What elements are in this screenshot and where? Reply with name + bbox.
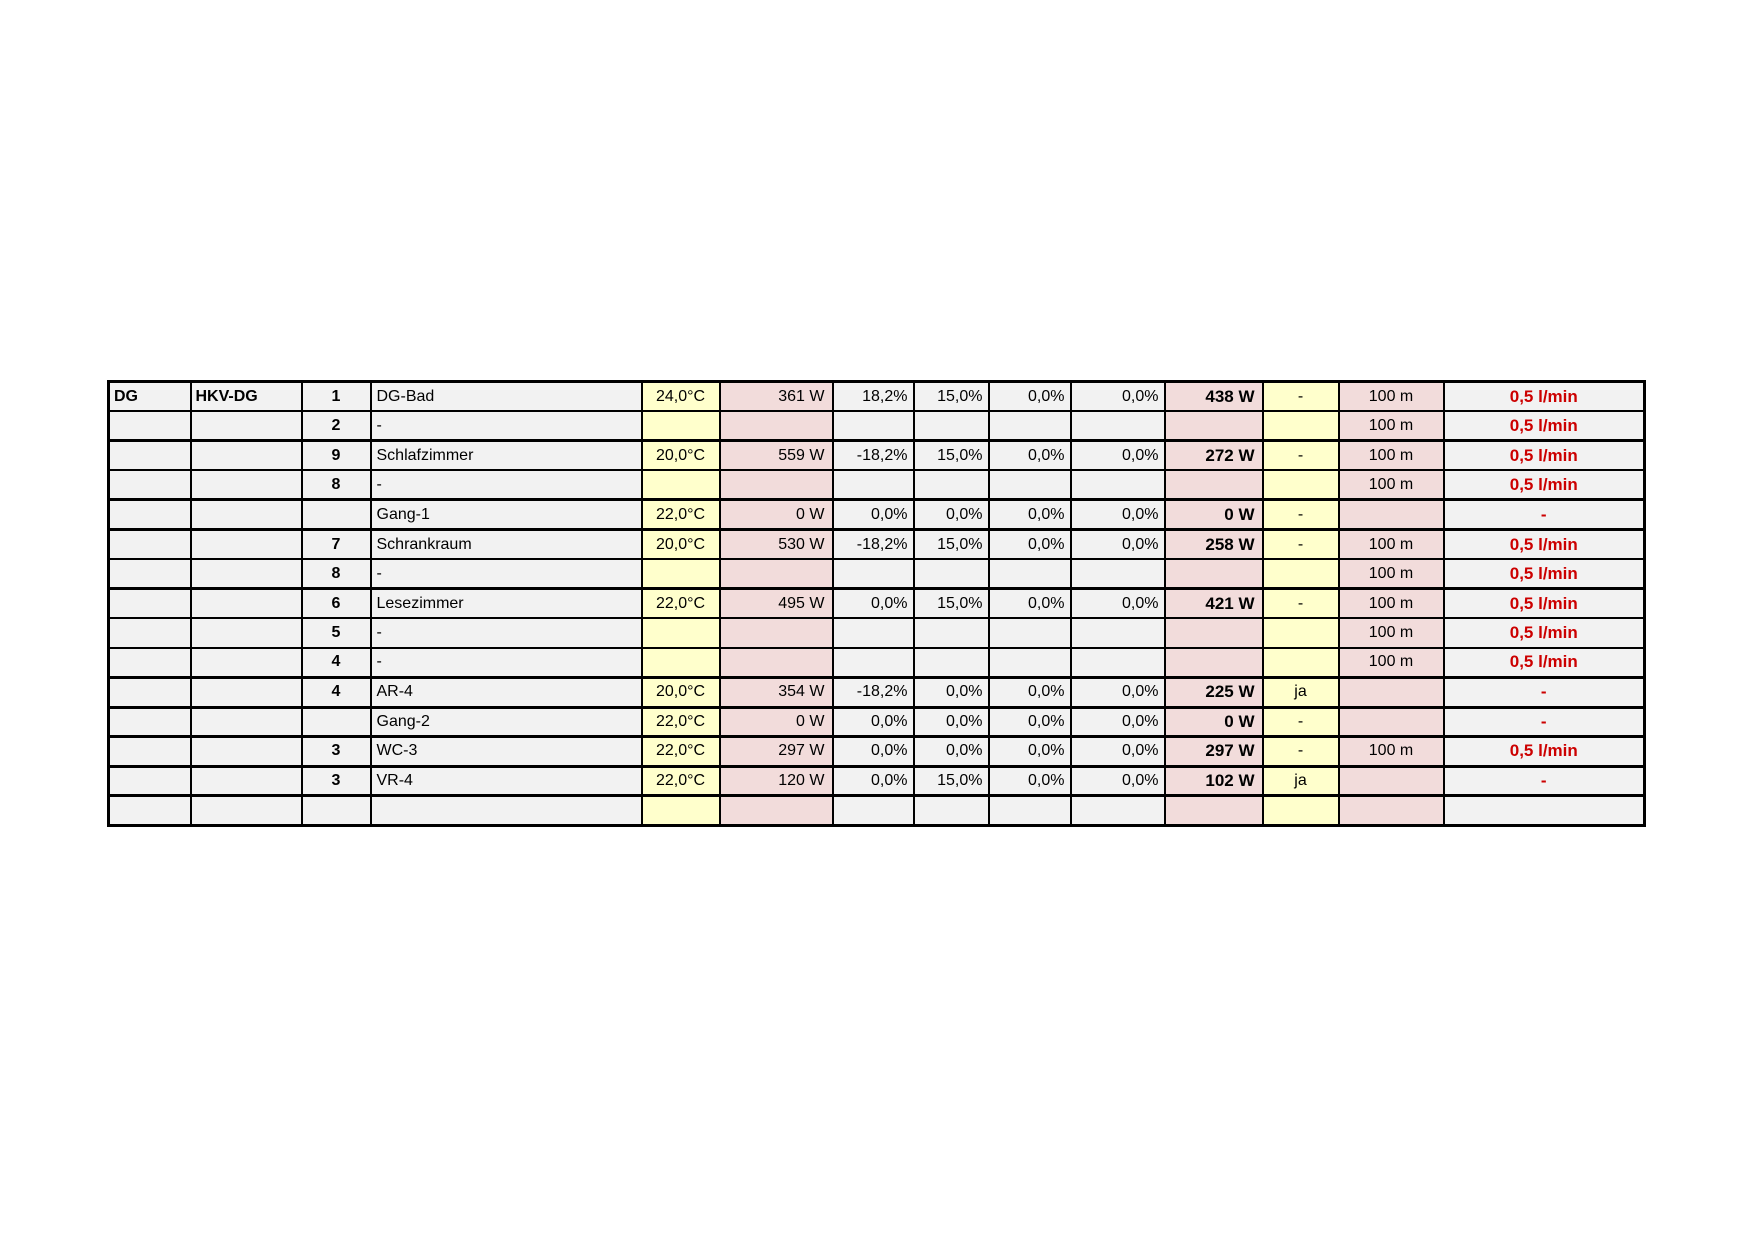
cell-pipe-length: 100 m: [1339, 470, 1444, 500]
cell-percent-2: 15,0%: [914, 441, 989, 471]
cell-floor-label: DG: [109, 382, 191, 412]
cell-room-name: VR-4: [371, 766, 642, 796]
cell-floor-label: [109, 441, 191, 471]
cell-percent-2: [914, 470, 989, 500]
cell-heat-load: [720, 796, 833, 826]
cell-percent-2: 0,0%: [914, 737, 989, 767]
cell-percent-1: 0,0%: [833, 766, 914, 796]
cell-pipe-length: 100 m: [1339, 618, 1444, 648]
cell-percent-3: [989, 618, 1071, 648]
cell-flow-rate: 0,5 l/min: [1444, 529, 1645, 559]
cell-pipe-length: 100 m: [1339, 648, 1444, 678]
cell-percent-2: 15,0%: [914, 766, 989, 796]
cell-room-name: -: [371, 411, 642, 441]
cell-circuit-number: 1: [302, 382, 371, 412]
cell-room-temperature: [642, 411, 720, 441]
cell-output-power: [1165, 796, 1263, 826]
cell-percent-4: 0,0%: [1071, 382, 1165, 412]
table-row: [109, 796, 1645, 826]
cell-flow-rate: 0,5 l/min: [1444, 470, 1645, 500]
cell-room-name: -: [371, 618, 642, 648]
cell-flag: [1263, 411, 1339, 441]
cell-heat-load: [720, 618, 833, 648]
cell-distributor-label: HKV-DG: [191, 382, 302, 412]
cell-room-name: Schlafzimmer: [371, 441, 642, 471]
cell-distributor-label: [191, 766, 302, 796]
table-row: [109, 470, 1645, 500]
cell-flag: -: [1263, 382, 1339, 412]
cell-flag: -: [1263, 707, 1339, 737]
table-body: [109, 382, 1645, 826]
cell-output-power: [1165, 648, 1263, 678]
cell-percent-1: [833, 411, 914, 441]
cell-circuit-number: 4: [302, 677, 371, 707]
cell-percent-1: [833, 618, 914, 648]
cell-circuit-number: 8: [302, 559, 371, 589]
cell-floor-label: [109, 500, 191, 530]
cell-percent-3: [989, 470, 1071, 500]
cell-flag: -: [1263, 589, 1339, 619]
cell-floor-label: [109, 737, 191, 767]
cell-pipe-length: [1339, 796, 1444, 826]
cell-flow-rate: 0,5 l/min: [1444, 411, 1645, 441]
cell-percent-1: [833, 796, 914, 826]
cell-percent-2: [914, 618, 989, 648]
cell-distributor-label: [191, 589, 302, 619]
cell-flag: ja: [1263, 677, 1339, 707]
cell-room-temperature: 22,0°C: [642, 500, 720, 530]
cell-room-temperature: 22,0°C: [642, 707, 720, 737]
cell-distributor-label: [191, 707, 302, 737]
cell-pipe-length: 100 m: [1339, 589, 1444, 619]
cell-output-power: 102 W: [1165, 766, 1263, 796]
table-row: [109, 648, 1645, 678]
table-row: [109, 677, 1645, 707]
cell-percent-4: [1071, 411, 1165, 441]
table-row: [109, 559, 1645, 589]
cell-distributor-label: [191, 677, 302, 707]
cell-flag: -: [1263, 529, 1339, 559]
cell-circuit-number: [302, 500, 371, 530]
cell-percent-2: 15,0%: [914, 589, 989, 619]
cell-flag: -: [1263, 737, 1339, 767]
cell-flow-rate: -: [1444, 677, 1645, 707]
cell-percent-1: [833, 470, 914, 500]
cell-room-temperature: [642, 648, 720, 678]
cell-room-temperature: 22,0°C: [642, 589, 720, 619]
heating-distributor-table: [107, 380, 1646, 827]
cell-percent-3: 0,0%: [989, 529, 1071, 559]
cell-percent-1: -18,2%: [833, 529, 914, 559]
cell-circuit-number: 3: [302, 766, 371, 796]
cell-room-temperature: 20,0°C: [642, 529, 720, 559]
cell-pipe-length: [1339, 766, 1444, 796]
cell-floor-label: [109, 559, 191, 589]
cell-percent-4: 0,0%: [1071, 589, 1165, 619]
cell-heat-load: [720, 470, 833, 500]
cell-pipe-length: 100 m: [1339, 382, 1444, 412]
cell-percent-1: 0,0%: [833, 707, 914, 737]
cell-percent-2: 0,0%: [914, 677, 989, 707]
cell-flow-rate: 0,5 l/min: [1444, 737, 1645, 767]
cell-percent-1: 18,2%: [833, 382, 914, 412]
cell-heat-load: 530 W: [720, 529, 833, 559]
cell-flow-rate: 0,5 l/min: [1444, 382, 1645, 412]
cell-floor-label: [109, 796, 191, 826]
cell-flag: ja: [1263, 766, 1339, 796]
cell-percent-1: [833, 648, 914, 678]
cell-distributor-label: [191, 737, 302, 767]
cell-heat-load: [720, 411, 833, 441]
table-row: [109, 737, 1645, 767]
cell-percent-2: [914, 796, 989, 826]
cell-floor-label: [109, 411, 191, 441]
cell-percent-4: 0,0%: [1071, 766, 1165, 796]
cell-room-name: Lesezimmer: [371, 589, 642, 619]
cell-floor-label: [109, 648, 191, 678]
cell-percent-4: 0,0%: [1071, 529, 1165, 559]
cell-percent-3: 0,0%: [989, 707, 1071, 737]
table-row: [109, 766, 1645, 796]
cell-pipe-length: [1339, 707, 1444, 737]
cell-circuit-number: 6: [302, 589, 371, 619]
table-row: [109, 441, 1645, 471]
cell-flag: [1263, 648, 1339, 678]
cell-floor-label: [109, 470, 191, 500]
cell-circuit-number: [302, 707, 371, 737]
cell-pipe-length: 100 m: [1339, 441, 1444, 471]
cell-percent-3: 0,0%: [989, 677, 1071, 707]
cell-heat-load: [720, 559, 833, 589]
table-row: [109, 618, 1645, 648]
cell-percent-4: [1071, 796, 1165, 826]
cell-circuit-number: 4: [302, 648, 371, 678]
cell-percent-3: 0,0%: [989, 500, 1071, 530]
cell-pipe-length: 100 m: [1339, 737, 1444, 767]
cell-percent-4: [1071, 470, 1165, 500]
cell-percent-3: [989, 559, 1071, 589]
cell-circuit-number: [302, 796, 371, 826]
cell-flow-rate: -: [1444, 707, 1645, 737]
cell-flow-rate: 0,5 l/min: [1444, 648, 1645, 678]
cell-heat-load: 559 W: [720, 441, 833, 471]
table-row: [109, 500, 1645, 530]
cell-flow-rate: -: [1444, 766, 1645, 796]
cell-percent-2: 15,0%: [914, 529, 989, 559]
cell-percent-3: 0,0%: [989, 382, 1071, 412]
cell-output-power: [1165, 559, 1263, 589]
cell-heat-load: 495 W: [720, 589, 833, 619]
cell-percent-2: [914, 411, 989, 441]
cell-percent-4: 0,0%: [1071, 707, 1165, 737]
cell-output-power: [1165, 618, 1263, 648]
cell-circuit-number: 7: [302, 529, 371, 559]
cell-distributor-label: [191, 618, 302, 648]
cell-room-temperature: [642, 618, 720, 648]
cell-percent-3: [989, 411, 1071, 441]
cell-flow-rate: 0,5 l/min: [1444, 441, 1645, 471]
cell-percent-1: 0,0%: [833, 737, 914, 767]
cell-pipe-length: 100 m: [1339, 411, 1444, 441]
cell-distributor-label: [191, 470, 302, 500]
cell-room-temperature: [642, 470, 720, 500]
cell-floor-label: [109, 529, 191, 559]
cell-output-power: 438 W: [1165, 382, 1263, 412]
cell-output-power: [1165, 470, 1263, 500]
cell-percent-3: [989, 796, 1071, 826]
cell-flag: [1263, 470, 1339, 500]
cell-distributor-label: [191, 500, 302, 530]
cell-output-power: 421 W: [1165, 589, 1263, 619]
cell-flow-rate: -: [1444, 500, 1645, 530]
cell-flow-rate: [1444, 796, 1645, 826]
cell-output-power: 297 W: [1165, 737, 1263, 767]
cell-output-power: [1165, 411, 1263, 441]
cell-percent-3: [989, 648, 1071, 678]
cell-percent-2: [914, 648, 989, 678]
table-row: [109, 707, 1645, 737]
cell-percent-4: [1071, 559, 1165, 589]
cell-percent-4: 0,0%: [1071, 737, 1165, 767]
cell-room-name: -: [371, 648, 642, 678]
cell-room-temperature: 22,0°C: [642, 737, 720, 767]
cell-percent-1: [833, 559, 914, 589]
cell-flag: [1263, 618, 1339, 648]
cell-percent-3: 0,0%: [989, 589, 1071, 619]
cell-percent-4: [1071, 648, 1165, 678]
cell-percent-3: 0,0%: [989, 737, 1071, 767]
cell-room-temperature: 22,0°C: [642, 766, 720, 796]
cell-circuit-number: 9: [302, 441, 371, 471]
cell-heat-load: 354 W: [720, 677, 833, 707]
cell-percent-3: 0,0%: [989, 766, 1071, 796]
cell-percent-1: -18,2%: [833, 677, 914, 707]
cell-heat-load: 120 W: [720, 766, 833, 796]
cell-percent-2: 0,0%: [914, 707, 989, 737]
cell-circuit-number: 2: [302, 411, 371, 441]
cell-percent-1: 0,0%: [833, 589, 914, 619]
cell-distributor-label: [191, 411, 302, 441]
cell-distributor-label: [191, 648, 302, 678]
cell-floor-label: [109, 766, 191, 796]
cell-heat-load: 0 W: [720, 707, 833, 737]
cell-heat-load: [720, 648, 833, 678]
cell-distributor-label: [191, 529, 302, 559]
heating-distributor-table-wrap: [107, 380, 1646, 827]
cell-circuit-number: 5: [302, 618, 371, 648]
cell-percent-4: 0,0%: [1071, 677, 1165, 707]
cell-percent-2: 15,0%: [914, 382, 989, 412]
cell-heat-load: 361 W: [720, 382, 833, 412]
cell-flag: [1263, 559, 1339, 589]
cell-distributor-label: [191, 559, 302, 589]
cell-pipe-length: [1339, 500, 1444, 530]
table-row: [109, 382, 1645, 412]
cell-percent-3: 0,0%: [989, 441, 1071, 471]
cell-room-name: Gang-2: [371, 707, 642, 737]
cell-floor-label: [109, 589, 191, 619]
cell-output-power: 0 W: [1165, 707, 1263, 737]
cell-room-name: -: [371, 470, 642, 500]
cell-output-power: 258 W: [1165, 529, 1263, 559]
cell-room-name: Gang-1: [371, 500, 642, 530]
cell-percent-4: 0,0%: [1071, 441, 1165, 471]
cell-percent-4: 0,0%: [1071, 500, 1165, 530]
cell-room-name: AR-4: [371, 677, 642, 707]
table-row: [109, 529, 1645, 559]
cell-percent-2: [914, 559, 989, 589]
cell-heat-load: 297 W: [720, 737, 833, 767]
cell-distributor-label: [191, 796, 302, 826]
cell-floor-label: [109, 707, 191, 737]
cell-flow-rate: 0,5 l/min: [1444, 559, 1645, 589]
cell-room-temperature: 20,0°C: [642, 677, 720, 707]
cell-percent-2: 0,0%: [914, 500, 989, 530]
cell-flag: [1263, 796, 1339, 826]
table-row: [109, 589, 1645, 619]
cell-percent-1: 0,0%: [833, 500, 914, 530]
cell-room-name: WC-3: [371, 737, 642, 767]
cell-flag: -: [1263, 441, 1339, 471]
cell-floor-label: [109, 618, 191, 648]
cell-room-temperature: [642, 559, 720, 589]
cell-heat-load: 0 W: [720, 500, 833, 530]
cell-flow-rate: 0,5 l/min: [1444, 618, 1645, 648]
cell-room-temperature: 24,0°C: [642, 382, 720, 412]
cell-floor-label: [109, 677, 191, 707]
cell-output-power: 225 W: [1165, 677, 1263, 707]
cell-room-temperature: 20,0°C: [642, 441, 720, 471]
cell-percent-4: [1071, 618, 1165, 648]
cell-pipe-length: 100 m: [1339, 559, 1444, 589]
cell-flow-rate: 0,5 l/min: [1444, 589, 1645, 619]
cell-output-power: 0 W: [1165, 500, 1263, 530]
cell-circuit-number: 8: [302, 470, 371, 500]
cell-room-name: -: [371, 559, 642, 589]
table-row: [109, 411, 1645, 441]
cell-room-temperature: [642, 796, 720, 826]
cell-pipe-length: 100 m: [1339, 529, 1444, 559]
cell-flag: -: [1263, 500, 1339, 530]
cell-room-name: [371, 796, 642, 826]
cell-room-name: Schrankraum: [371, 529, 642, 559]
cell-pipe-length: [1339, 677, 1444, 707]
cell-circuit-number: 3: [302, 737, 371, 767]
cell-room-name: DG-Bad: [371, 382, 642, 412]
cell-percent-1: -18,2%: [833, 441, 914, 471]
cell-output-power: 272 W: [1165, 441, 1263, 471]
cell-distributor-label: [191, 441, 302, 471]
